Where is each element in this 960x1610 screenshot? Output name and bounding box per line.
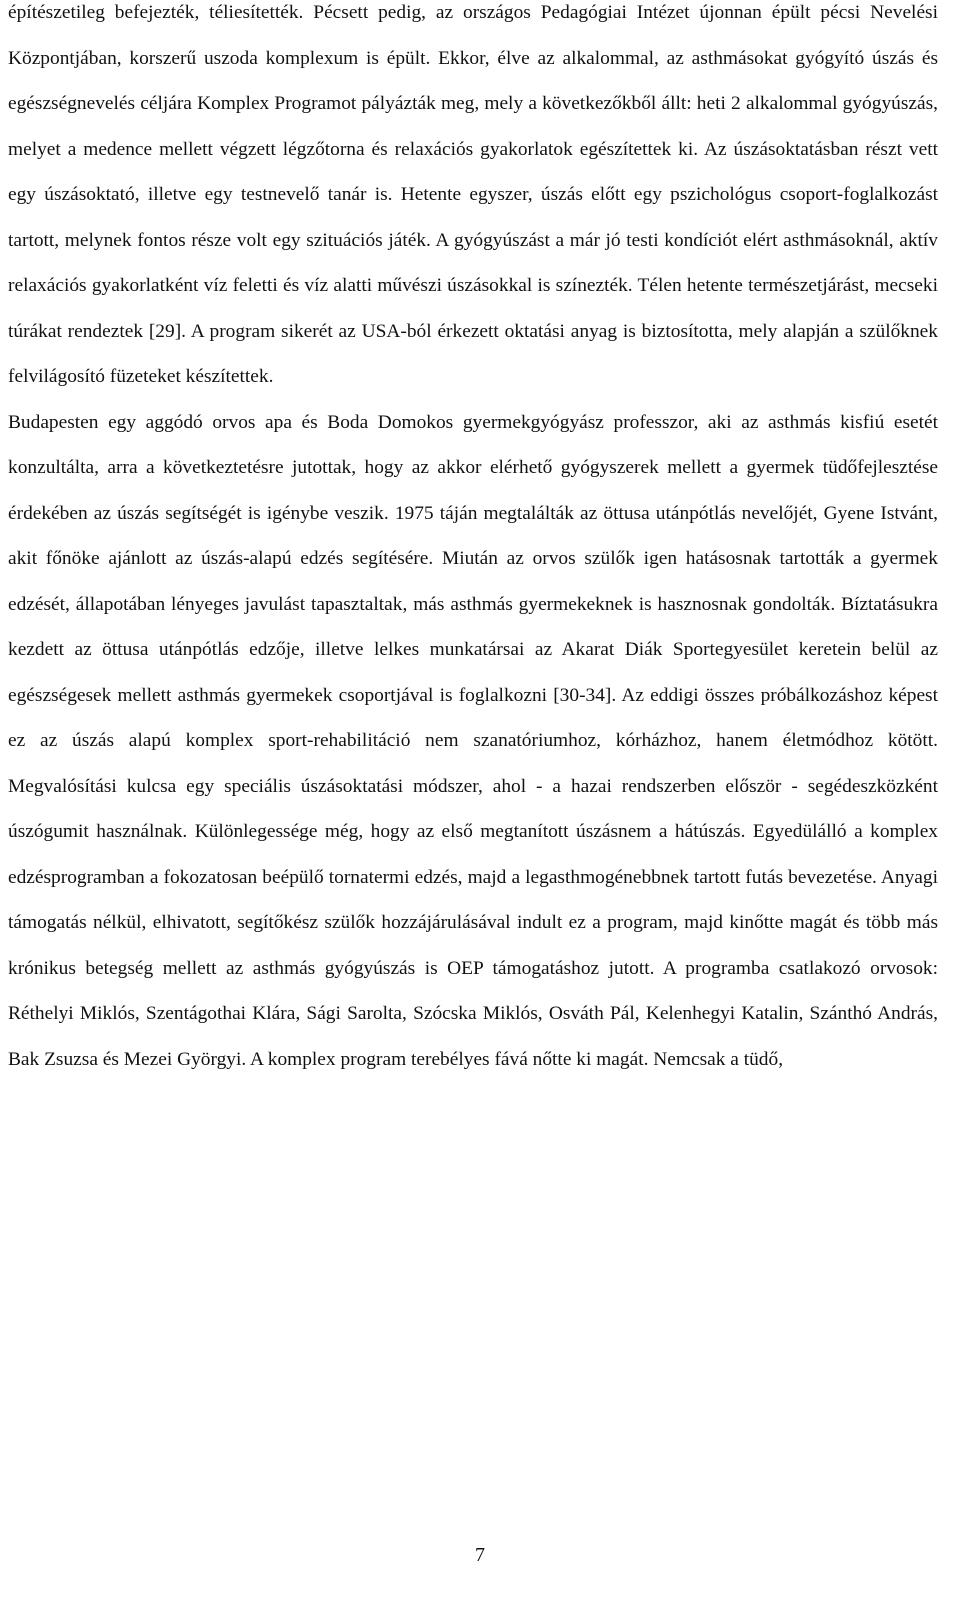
paragraph-pecs-program: építészetileg befejezték, téliesítették. Pécsett pedig, az országos Pedagógiai Intézet újonnan épült pécsi Nevelési Központjában, korszerű uszoda komplexum is épült. Ekkor, élve az alkalommal, az asthmásokat gyógyító úszás és egészségnevelés céljára Komplex Programot pályázták meg, mely a következőkből állt: heti 2 alkalommal gyógyúszás, melyet a medence mellett végzett légzőtorna és relaxációs gyakorlatok egészítettek ki. Az úszásoktatásban részt vett egy úszásoktató, illetve egy testnevelő tanár is. Hetente egyszer, úszás előtt egy pszichológus csoport-foglalkozást tartott, melynek fontos része volt egy szituációs játék. A gyógyúszást a már jó testi kondíciót elért asthmásoknál, aktív relaxációs gyakorlatként víz feletti és víz alatti művészi úszásokkal is színezték. Télen hetente természetjárást, mecseki túrákat rendeztek [29]. A program sikerét az USA-ból érkezett oktatási anyag is biztosította, mely alapján a szülőknek felvilágosító füzeteket készítettek. [8,2,938,387]
page-number: 7 [475,1544,485,1566]
paragraph-budapest-program: Budapesten egy aggódó orvos apa és Boda Domokos gyermekgyógyász professzor, aki az asthmás kisfiú esetét konzultálta, arra a következtetésre jutottak, hogy az akkor elérhető gyógyszerek mellett a gyermek tüdőfejlesztése érdekében az úszás segítségét is igénybe veszik. 1975 táján megtalálták az öttusa utánpótlás nevelőjét, Gyene Istvánt, akit főnöke ajánlott az úszás-alapú edzés segítésére. Miután az orvos szülők igen hatásosnak tartották a gyermek edzését, állapotában lényeges javulást tapasztaltak, más asthmás gyermekeknek is hasznosnak gondolták. Bíztatásukra kezdett az öttusa utánpótlás edzője, illetve lelkes munkatársai az Akarat Diák Sportegyesület keretein belül az egészségesek mellett asthmás gyermekek csoportjával is foglalkozni [30-34]. Az eddigi összes próbálkozáshoz képest ez az úszás alapú komplex sport-rehabilitáció nem szanatóriumhoz, kórházhoz, hanem életmódhoz kötött. Megvalósítási kulcsa egy speciális úszásoktatási módszer, ahol - a hazai rendszerben először - segédeszközként úszógumit használnak. Különlegessége még, hogy az első megtanított úszásnem a hátúszás. Egyedülálló a komplex edzésprogramban a fokozatosan beépülő tornatermi edzés, majd a legasthmogénebbnek tartott futás bevezetése. Anyagi támogatás nélkül, elhivatott, segítőkész szülők hozzájárulásával indult ez a program, majd kinőtte magát és több más krónikus betegség mellett az asthmás gyógyúszás is OEP támogatáshoz jutott. A programba csatlakozó orvosok: Réthelyi Miklós, Szentágothai Klára, Sági Sarolta, Szócska Miklós, Osváth Pál, Kelenhegyi Katalin, Szánthó András, Bak Zsuzsa és Mezei Györgyi. A komplex program terebélyes fává nőtte ki magát. Nemcsak a tüdő, [8,411,938,1070]
